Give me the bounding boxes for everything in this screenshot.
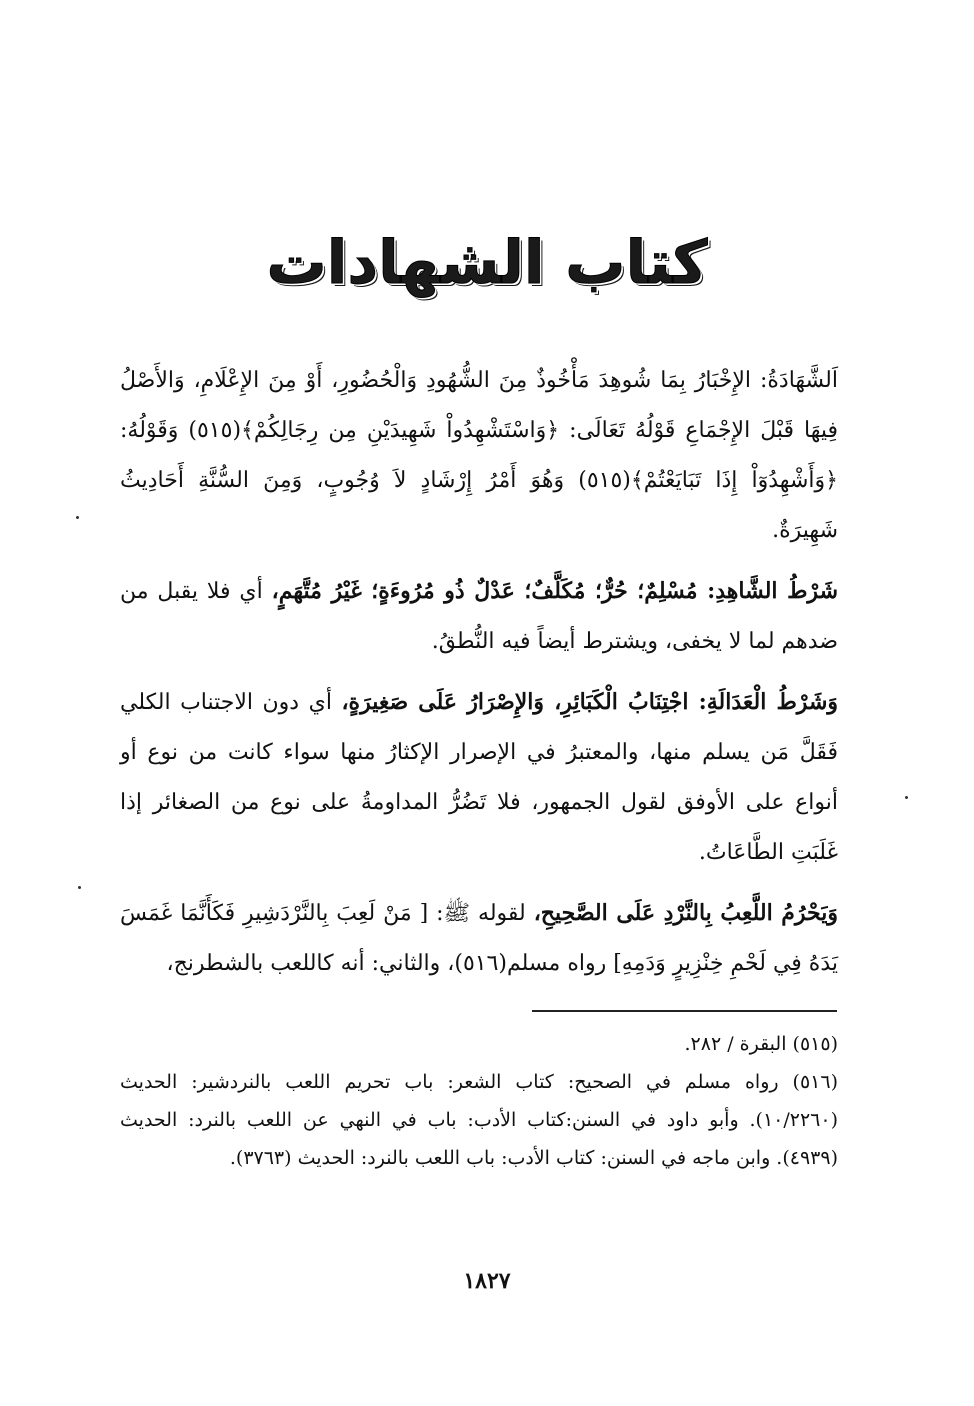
chapter-title: كتاب الشهادات — [266, 228, 708, 298]
footnotes — [120, 1025, 838, 1177]
paragraph-lead: شَرْطُ الشَّاهِدِ: مُسْلِمٌ؛ حُرٌّ؛ مُكَلَّفٌ؛ عَدْلٌ ذُو مُرُوءَةٍ؛ غَيْرُ مُتَّهَمٍ، — [271, 578, 838, 604]
page-number: ١٨٢٧ — [463, 1268, 511, 1294]
paragraph-text: لقوله ﷺ: [ مَنْ لَعِبَ بِالنَّرْدَشِيرِ فَكَأَنَّمَا غَمَسَ يَدَهُ فِي لَحْمِ خِنْزِيرٍ وَدَمِهِ] رواه مسلم(٥١٦)، والثاني: أنه كاللعب بالشطرنج، — [120, 901, 838, 976]
paragraph-text: أي فلا يقبل من ضدهم لما لا يخفى، ويشترط أيضاً فيه النُّطقُ. — [120, 579, 838, 654]
paragraph-integrity-conditions — [120, 677, 838, 878]
scan-speck — [78, 886, 81, 889]
paragraph-text: اَلشَّهَادَةُ: الإِخْبَارُ بِمَا شُوهِدَ مَأْخُوذٌ مِنَ الشُّهُودِ وَالْحُضُورِ، أَوْ مِنَ الإِعْلَامِ، وَالأَصْلُ فِيهَا قَبْلَ الإِجْمَاعِ قَوْلُهُ تَعَالَى: ﴿وَاسْتَشْهِدُواْ شَهِيدَيْنِ مِن رِجَالِكُمْ﴾(٥١٥) وَقَوْلُهُ: ﴿وَأَشْهِدُوٓاْ إِذَا تَبَايَعْتُمْ﴾(٥١٥) وَهُوَ أَمْرُ إِرْشَادٍ لاَ وُجُوبٍ، وَمِنَ السُّنَّةِ أَحَادِيثُ شَهِيرَةٌ. — [120, 368, 838, 543]
paragraph-lead: وَشَرْطُ الْعَدَالَةِ: اجْتِنَابُ الْكَبَائِرِ، وَالإِصْرَارُ عَلَى صَغِيرَةٍ، — [341, 689, 839, 715]
paragraph-definition — [120, 355, 838, 556]
paragraph-lead: وَيَحْرُمُ اللَّعِبُ بِالنَّرْدِ عَلَى الصَّحِيحِ، — [533, 900, 838, 926]
main-text — [120, 355, 838, 999]
footnote-516: (٥١٦) رواه مسلم في الصحيح: كتاب الشعر: باب تحريم اللعب بالنردشير: الحديث (١٠/٢٢٦٠). وأبو داود في السنن:كتاب الأدب: باب في النهي عن اللعب بالنرد: الحديث (٤٩٣٩). وابن ماجه في السنن: كتاب الأدب: باب اللعب بالنرد: الحديث (٣٧٦٣). — [120, 1071, 838, 1169]
paragraph-text: أي دون الاجتناب الكلي فَقَلَّ مَن يسلم منها، والمعتبرُ في الإصرار الإكثارُ منها سواء كانت من نوع أو أنواع على الأوفق لقول الجمهور، فلا تَضُرُّ المداومةُ على نوع من الصغائر إذا غَلَبَتِ الطَّاعَاتُ. — [120, 690, 838, 865]
scan-speck — [905, 796, 908, 799]
footnote-separator — [532, 1010, 837, 1012]
paragraph-dice-ruling — [120, 888, 838, 989]
footnote-515: (٥١٥) البقرة / ٢٨٢. — [684, 1033, 838, 1055]
scan-speck — [76, 516, 79, 519]
paragraph-witness-conditions — [120, 566, 838, 667]
